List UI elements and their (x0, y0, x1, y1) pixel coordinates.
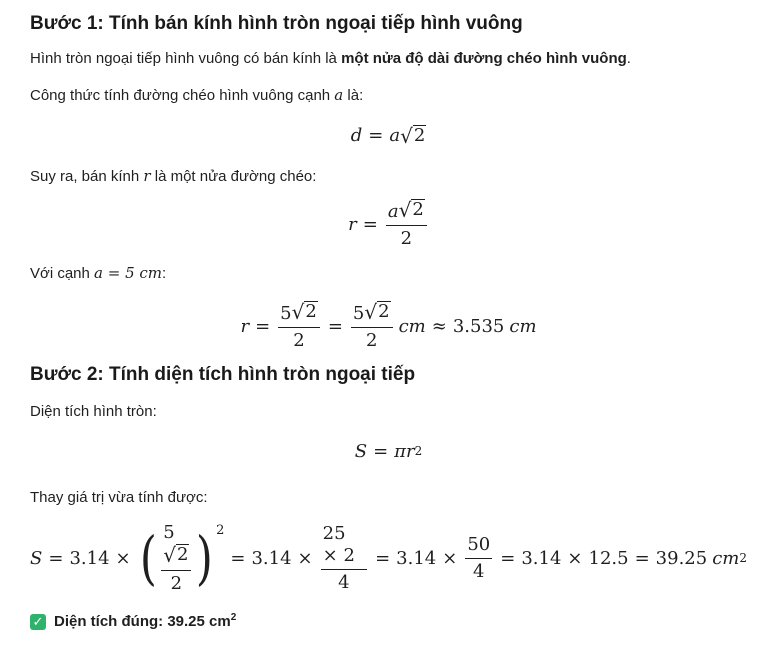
step2-paragraph-1: Diện tích hình tròn: (30, 403, 157, 420)
eq-calc-unit-exp: 2 (739, 551, 747, 565)
step1-p2-after: là: (343, 87, 364, 104)
eq-value-result: 3.535 (452, 315, 505, 337)
step1-paragraph-4 (30, 262, 747, 285)
eq-radius-lhs: r (348, 213, 357, 235)
eq-value-approx: ≈ (431, 315, 447, 337)
eq-calc-equals-5: = (634, 547, 650, 569)
conclusion-exp: 2 (230, 612, 237, 623)
right-paren: ) (196, 524, 214, 592)
eq-value-num2-rad: 2 (378, 300, 390, 322)
step1-p4-before: Với cạnh (30, 265, 95, 282)
step1-p2-var: a (334, 86, 344, 104)
eq-diag-lhs: d (350, 124, 363, 146)
eq-value-fraction-2: 5 √ 2 2 (351, 301, 393, 352)
step1-p1-plain: Hình tròn ngoại tiếp hình vuông có bán kính là (30, 50, 342, 67)
eq-calc-unit: cm (712, 547, 740, 569)
eq-value-unit: cm (398, 315, 426, 337)
step1-p1-bold: một nửa độ dài đường chéo hình vuông (341, 50, 627, 67)
left-paren: ( (139, 524, 157, 592)
check-mark-icon: ✓ (30, 614, 46, 630)
eq-radius-equals: = (362, 213, 378, 235)
eq-area-rhs: πr (394, 440, 415, 462)
eq-calc-times-4: × (567, 547, 583, 569)
step2-heading: Bước 2: Tính diện tích hình tròn ngoại tiếp (30, 364, 416, 385)
eq-value-lhs: r (240, 315, 250, 337)
eq-calc-c1: 3.14 (69, 547, 110, 569)
step1-paragraph-1 (30, 48, 747, 70)
eq-calc-v4: 12.5 (588, 547, 629, 569)
eq-value-den1: 2 (293, 329, 305, 351)
eq-radius-num-coef: a (387, 200, 399, 222)
eq-calc-c4: 3.14 (521, 547, 562, 569)
eq-area-lhs: S (354, 440, 368, 462)
eq-value-num2-coef: 5 (352, 302, 365, 324)
eq-value-equals-1: = (255, 315, 271, 337)
eq-diag-coef: a (389, 124, 401, 146)
conclusion-line (30, 607, 747, 633)
eq-calc-equals-4: = (500, 547, 516, 569)
eq-diag-equals: = (368, 124, 384, 146)
eq-area-equals: = (373, 440, 389, 462)
eq-calc-equals-1: = (48, 547, 64, 569)
eq-calc-fraction-3 (465, 534, 492, 583)
eq-calc-equals-3: = (375, 547, 391, 569)
eq-calc-fraction-1: 5 √ 2 2 (161, 522, 191, 595)
equation-diagonal (30, 115, 747, 155)
eq-radius-fraction: a √ 2 2 (386, 199, 427, 250)
step1-p4-after: : (162, 265, 167, 282)
eq-value-equals-2: = (327, 315, 343, 337)
eq-area-exp: 2 (414, 444, 423, 458)
eq-calc-c3: 3.14 (396, 547, 437, 569)
eq-radius-num-rad: 2 (412, 198, 424, 220)
step1-p4-math: a = 5 cm (94, 264, 163, 282)
eq-calc-f2-num: 25 × 2 (321, 523, 367, 570)
step1-p3-after: là một nửa đường chéo: (150, 168, 317, 185)
eq-calc-fraction-2 (321, 523, 367, 594)
step1-p2-before: Công thức tính đường chéo hình vuông cạnh (30, 87, 335, 104)
step1-p3-before: Suy ra, bán kính (30, 168, 144, 185)
eq-value-den2: 2 (366, 329, 378, 351)
equation-radius (30, 194, 747, 254)
eq-value-num1-coef: 5 (280, 302, 292, 324)
conclusion-text: Diện tích đúng: 39.25 cm (54, 613, 231, 630)
step1-heading: Bước 1: Tính bán kính hình tròn ngoại tiếp hình vuông (30, 13, 523, 34)
step1-p3-var: r (143, 167, 151, 185)
eq-calc-f3-den: 4 (473, 560, 485, 582)
step1-p1-end: . (626, 50, 631, 67)
eq-calc-c2: 3.14 (251, 547, 292, 569)
eq-calc-times-2: × (297, 547, 313, 569)
step1-paragraph-2 (30, 84, 747, 107)
eq-calc-equals-2: = (230, 547, 246, 569)
step2-paragraph-2: Thay giá trị vừa tính được: (30, 489, 208, 506)
eq-value-num1-rad: 2 (305, 300, 317, 322)
eq-value-fraction-1: 5 √ 2 2 (278, 301, 320, 352)
eq-calc-num-coef: 5 (163, 521, 175, 543)
equation-area-calc (30, 517, 747, 599)
eq-calc-times-3: × (442, 547, 458, 569)
step1-paragraph-3 (30, 165, 747, 188)
eq-calc-f2-den: 4 (338, 571, 350, 593)
eq-calc-num-rad: 2 (177, 543, 189, 565)
eq-calc-times-1: × (115, 547, 131, 569)
eq-calc-f3-num: 50 (465, 534, 492, 559)
eq-diag-sqrt: √ 2 (400, 123, 426, 148)
equation-area (30, 431, 747, 471)
eq-calc-result: 39.25 (655, 547, 708, 569)
eq-diag-rad: 2 (413, 124, 426, 146)
eq-calc-pow: 2 (216, 523, 225, 538)
eq-radius-den: 2 (400, 227, 413, 249)
eq-calc-lhs: S (30, 547, 43, 569)
eq-calc-den: 2 (170, 572, 183, 594)
equation-radius-value (30, 295, 747, 357)
eq-value-result-unit: cm (509, 315, 537, 337)
